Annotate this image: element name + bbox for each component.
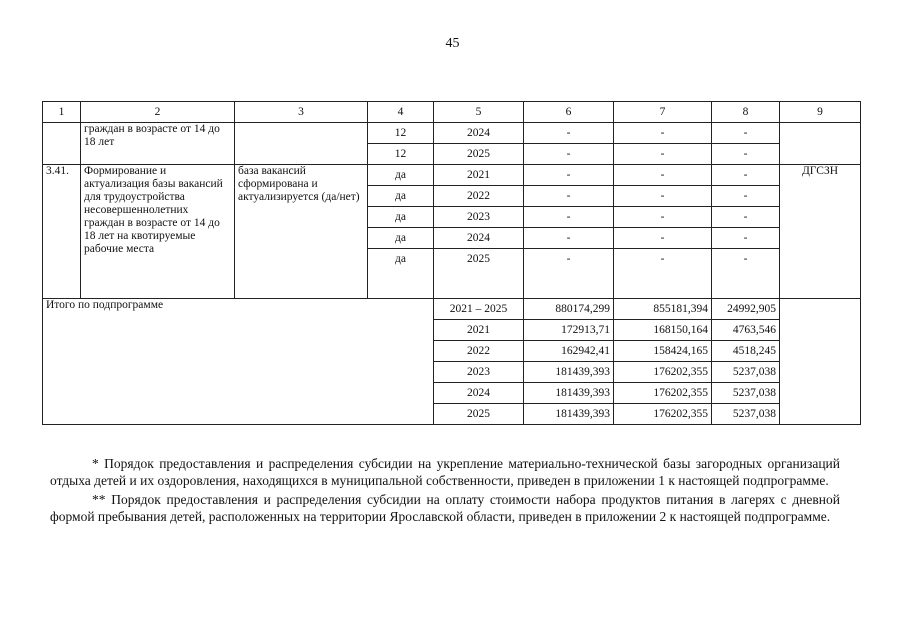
value-cell: - [524,228,614,249]
event-name-cell: граждан в возрасте от 14 до 18 лет [81,123,235,165]
year-cell: 2024 [434,228,524,249]
header-cell: 3 [235,102,368,123]
value-cell: 855181,394 [614,299,712,320]
value-cell: 158424,165 [614,341,712,362]
num-cell [43,123,81,165]
value-cell: 880174,299 [524,299,614,320]
year-cell: 2021 [434,320,524,341]
header-cell: 6 [524,102,614,123]
header-cell: 4 [368,102,434,123]
value-cell: 181439,393 [524,383,614,404]
value-cell: 176202,355 [614,383,712,404]
executor-cell [780,299,861,425]
value-cell: - [614,123,712,144]
event-name-cell: Формирование и актуализация базы вакансий для трудоустройства несовершеннолетних граждан в возрасте от 14 до 18 лет на квотируемые рабочие места [81,165,235,299]
value-cell: - [712,186,780,207]
value-cell: - [524,249,614,299]
indicator-cell: да [368,186,434,207]
value-cell: - [614,165,712,186]
year-cell: 2025 [434,404,524,425]
footnotes [50,455,840,527]
value-cell: - [712,207,780,228]
value-cell: 4763,546 [712,320,780,341]
value-cell: - [524,165,614,186]
header-cell: 2 [81,102,235,123]
value-cell: 181439,393 [524,404,614,425]
header-cell: 5 [434,102,524,123]
header-cell: 1 [43,102,81,123]
indicator-cell: да [368,249,434,299]
year-cell: 2024 [434,123,524,144]
year-cell: 2021 – 2025 [434,299,524,320]
value-cell: - [524,144,614,165]
value-cell: 162942,41 [524,341,614,362]
value-cell: - [712,228,780,249]
subprogram-table [42,101,861,425]
total-label-cell: Итого по подпрограмме [43,299,434,425]
footnote-2: ** Порядок предоставления и распределения субсидии на оплату стоимости набора продуктов питания в лагерях с дневной формой пребывания детей, расположенных на территории Ярославской области, приведен в приложении 2 к настоящей подпрограмме. [50,492,840,524]
year-cell: 2022 [434,186,524,207]
indicator-cell: да [368,207,434,228]
indicator-cell: да [368,165,434,186]
value-cell: - [614,207,712,228]
header-cell: 8 [712,102,780,123]
header-row [43,102,861,123]
value-cell: - [712,123,780,144]
value-cell: - [524,207,614,228]
value-cell: 176202,355 [614,362,712,383]
value-cell: - [712,249,780,299]
value-cell: 5237,038 [712,383,780,404]
executor-cell [780,123,861,165]
value-cell: - [614,228,712,249]
value-cell: 24992,905 [712,299,780,320]
year-cell: 2024 [434,383,524,404]
num-cell: 3.41. [43,165,81,299]
value-cell: - [524,186,614,207]
value-cell: 172913,71 [524,320,614,341]
value-cell: 4518,245 [712,341,780,362]
value-cell: 5237,038 [712,362,780,383]
result-cell: база вакансий сформирована и актуализируется (да/нет) [235,165,368,299]
header-cell: 7 [614,102,712,123]
year-cell: 2023 [434,207,524,228]
executor-cell: ДГСЗН [780,165,861,299]
result-cell [235,123,368,165]
header-cell: 9 [780,102,861,123]
indicator-cell: да [368,228,434,249]
table-row [43,165,861,186]
year-cell: 2021 [434,165,524,186]
year-cell: 2022 [434,341,524,362]
value-cell: - [614,249,712,299]
table-row [43,123,861,144]
year-cell: 2025 [434,249,524,299]
year-cell: 2025 [434,144,524,165]
total-row [43,299,861,320]
year-cell: 2023 [434,362,524,383]
page-number: 45 [445,36,460,51]
value-cell: 181439,393 [524,362,614,383]
value-cell: 176202,355 [614,404,712,425]
value-cell: - [712,144,780,165]
value-cell: 5237,038 [712,404,780,425]
value-cell: 168150,164 [614,320,712,341]
value-cell: - [712,165,780,186]
value-cell: - [614,186,712,207]
value-cell: - [524,123,614,144]
indicator-cell: 12 [368,144,434,165]
footnote-1: * Порядок предоставления и распределения субсидии на укрепление материально-технической базы загородных организаций отдыха детей и их оздоровления, находящихся в муниципальной собственности, приведен в приложении 1 к настоящей подпрограмме. [50,456,840,488]
indicator-cell: 12 [368,123,434,144]
value-cell: - [614,144,712,165]
